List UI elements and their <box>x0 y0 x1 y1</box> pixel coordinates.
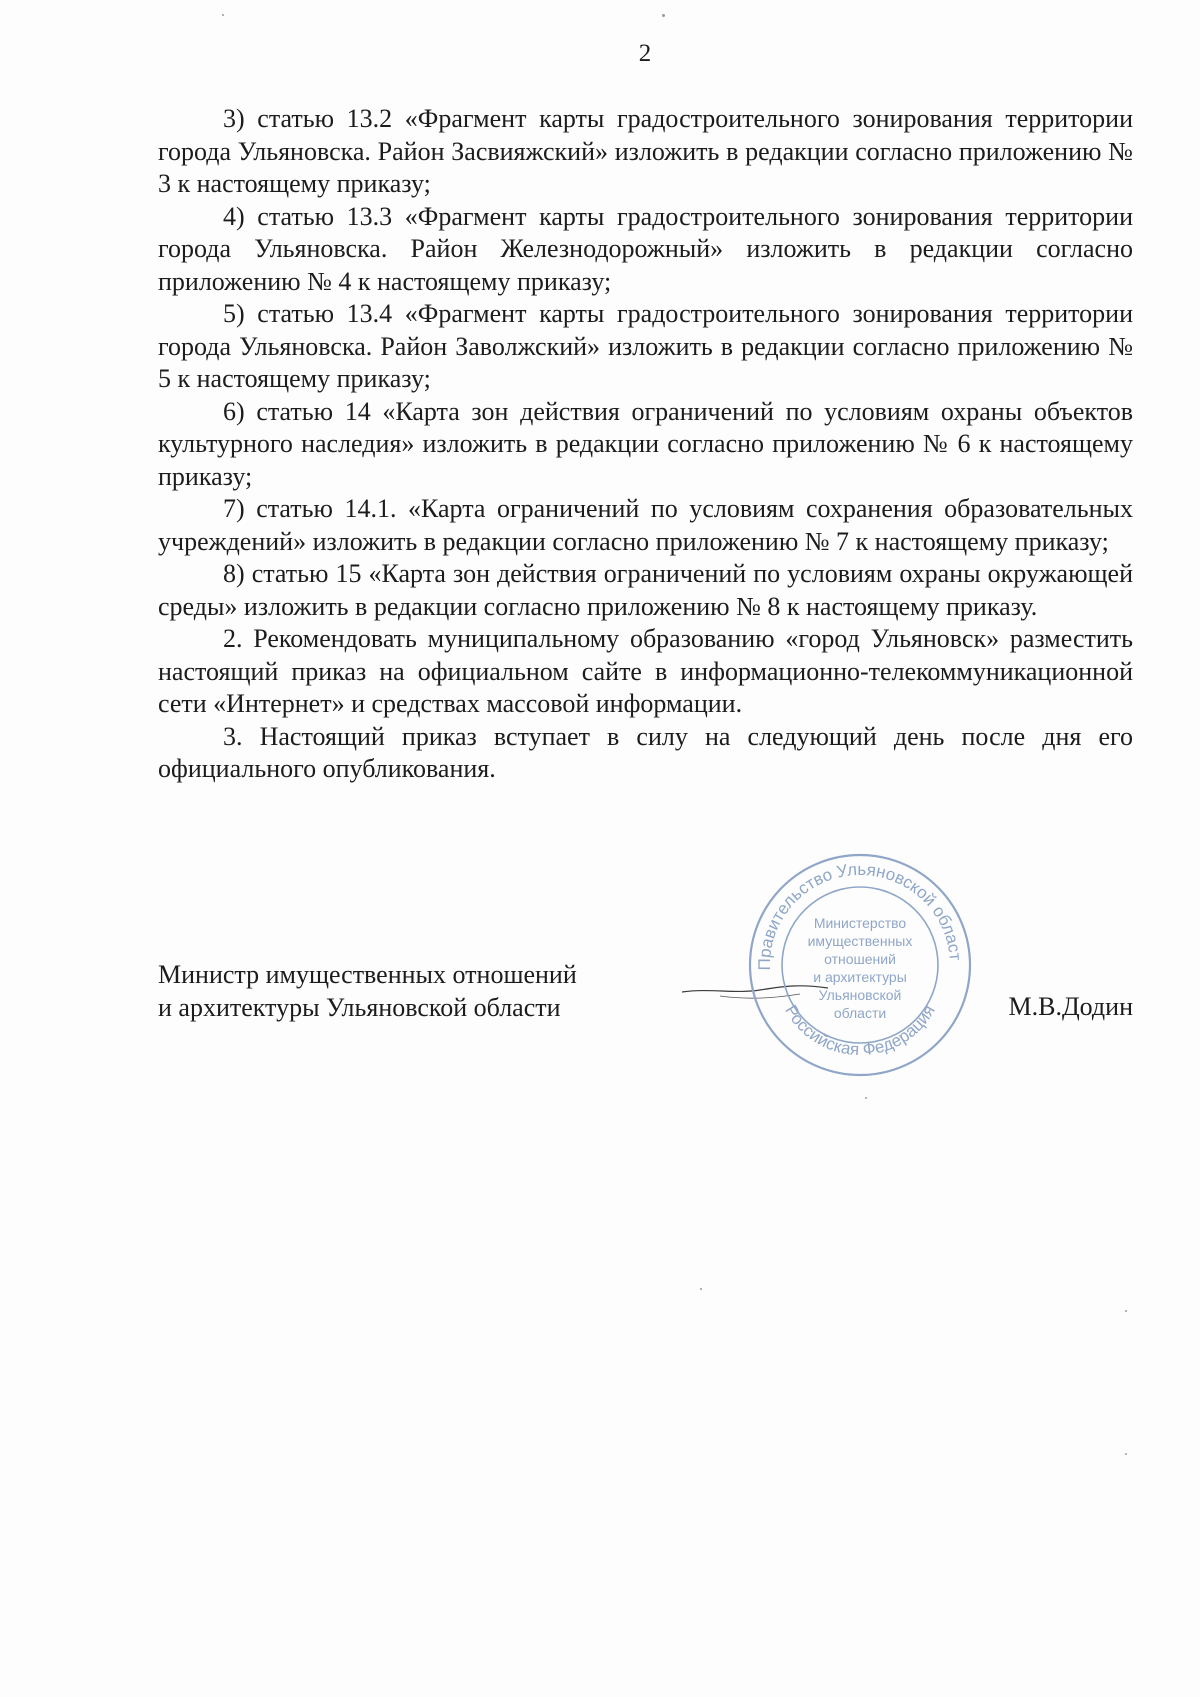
seal-inner-line-5: Ульяновской <box>818 987 902 1003</box>
scan-speck <box>662 14 665 17</box>
seal-inner-line-6: области <box>833 1005 887 1021</box>
paragraph-item-6: 6) статью 14 «Карта зон действия ограничений по условиям охраны объектов культурного наследия» изложить в редакции согласно приложению № 6 к настоящему приказу; <box>158 396 1133 491</box>
paragraph-clause-3: 3. Настоящий приказ вступает в силу на следующий день после дня его официального опубликования. <box>158 721 1133 783</box>
paragraph-clause-2: 2. Рекомендовать муниципальному образованию «город Ульяновск» разместить настоящий приказ на официальном сайте в информационно-телекоммуникационной сети «Интернет» и средствах массовой информации. <box>158 624 1133 718</box>
seal-outer-bottom-text: Российская Федерация <box>781 1001 939 1060</box>
signatory-title-line-2: и архитектуры Ульяновской области <box>158 992 561 1022</box>
signatory-name: М.В.Додин <box>1008 992 1133 1021</box>
scan-speck <box>865 1097 867 1099</box>
seal-inner-line-1: Министерство <box>813 915 907 931</box>
seal-outer-top-text: Правительство Ульяновской област <box>754 859 965 971</box>
scan-speck <box>1125 1453 1127 1455</box>
paragraph-item-5: 5) статью 13.4 «Фрагмент карты градостроительного зонирования территории города Ульяновска. Район Заволжский» изложить в редакции согласно приложению № 5 к настоящему приказу; <box>158 299 1133 393</box>
paragraph-item-3: 3) статью 13.2 «Фрагмент карты градостроительного зонирования территории города Ульяновска. Район Засвияжский» изложить в редакции согласно приложению № 3 к настоящему приказу; <box>158 104 1133 198</box>
seal-inner-line-4: и архитектуры <box>813 969 907 985</box>
paragraph-item-8: 8) статью 15 «Карта зон действия ограничений по условиям охраны окружающей среды» изложить в редакции согласно приложению № 8 к настоящему приказу. <box>158 559 1133 621</box>
seal-inner-line-2: имущественных <box>807 933 913 949</box>
scan-speck <box>1125 1310 1127 1312</box>
signatory-title <box>158 959 577 1024</box>
official-seal-stamp <box>745 850 975 1080</box>
page-number: 2 <box>638 40 652 67</box>
seal-inner-line-3: отношений <box>824 951 896 967</box>
seal-icon <box>745 850 975 1080</box>
paragraph-item-7: 7) статью 14.1. «Карта ограничений по условиям сохранения образовательных учреждений» изложить в редакции согласно приложению № 7 к настоящему приказу; <box>158 494 1133 556</box>
document-body <box>158 103 1133 786</box>
paragraph-item-4: 4) статью 13.3 «Фрагмент карты градостроительного зонирования территории города Ульяновска. Район Железнодорожный» изложить в редакции согласно приложению № 4 к настоящему приказу; <box>158 201 1133 296</box>
scan-speck <box>700 1288 702 1290</box>
signatory-title-line-1: Министр имущественных отношений <box>158 960 577 989</box>
scan-speck <box>222 14 224 16</box>
